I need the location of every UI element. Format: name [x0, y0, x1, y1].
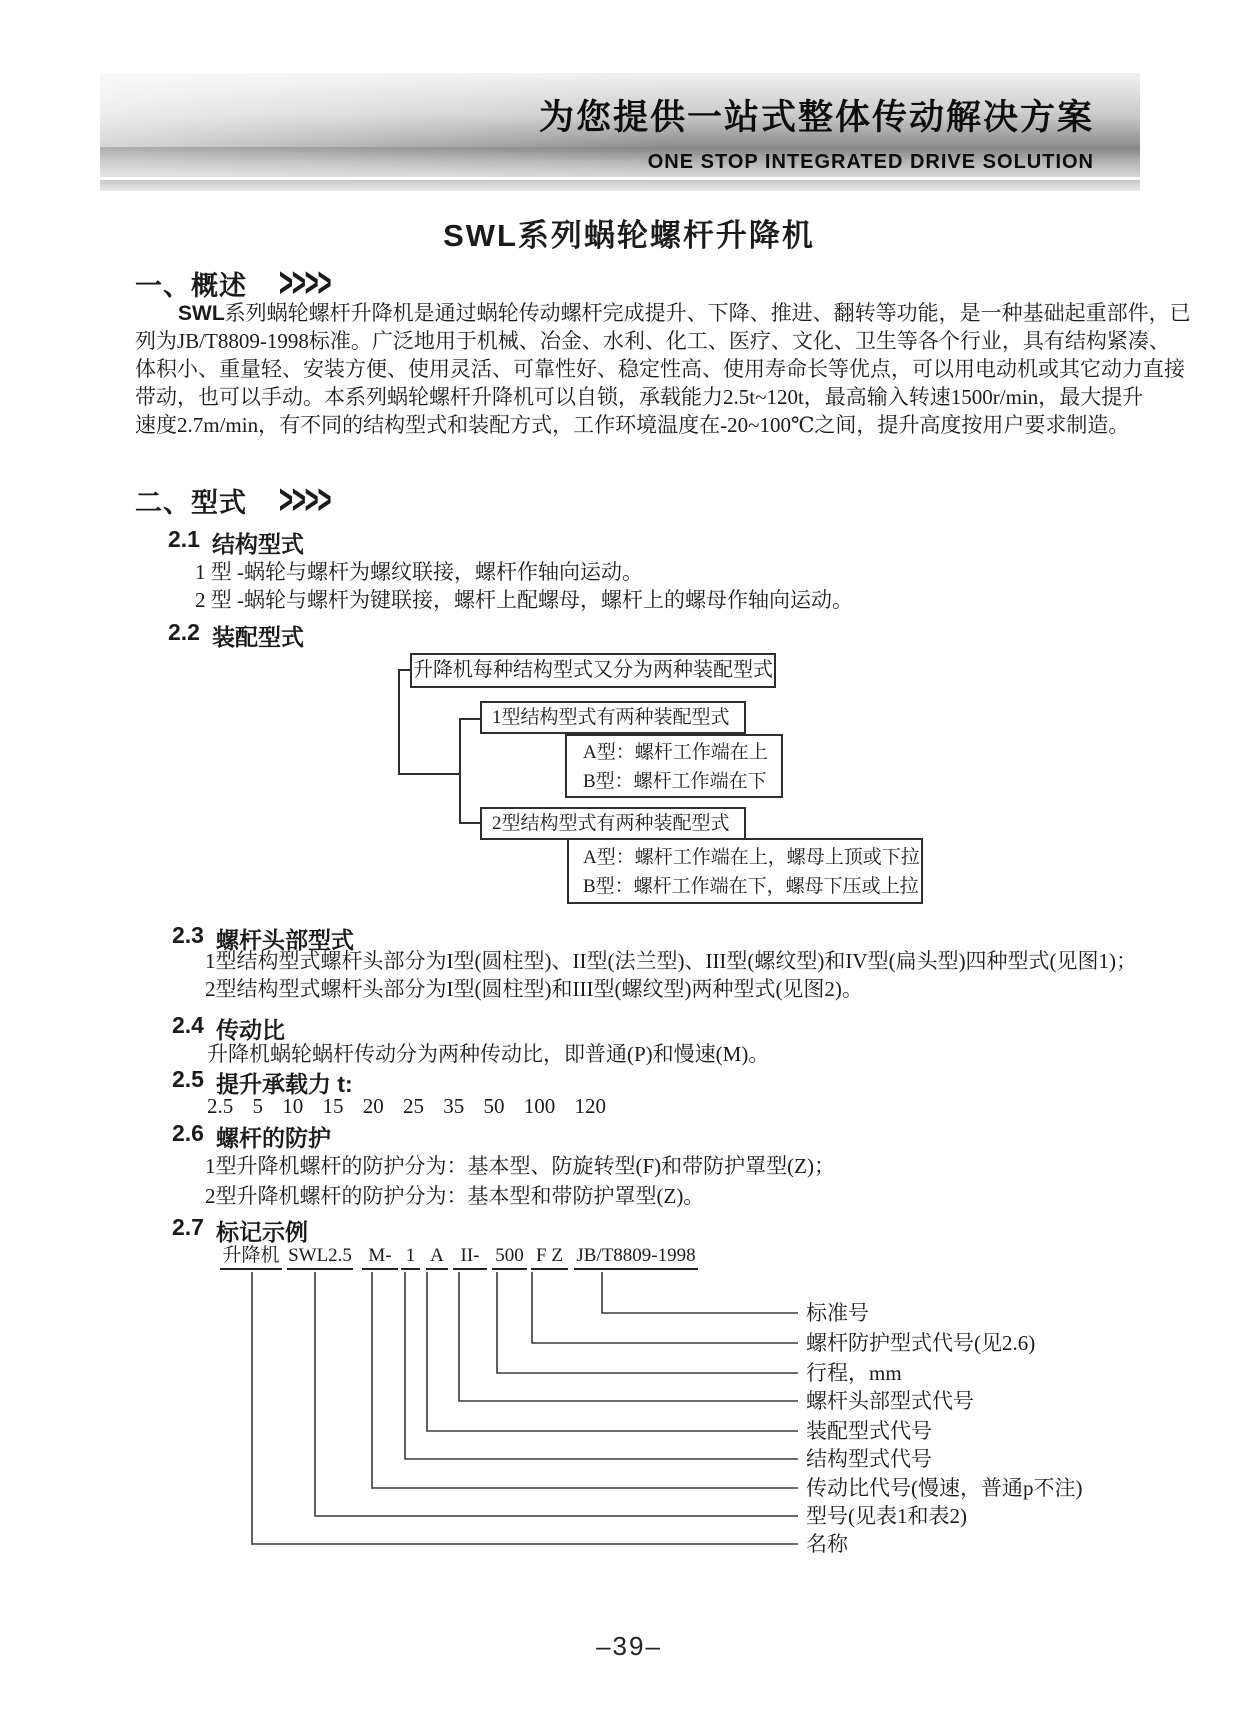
subsection-title: 结构型式	[211, 531, 304, 557]
marking-label-assembly: 装配型式代号	[806, 1419, 932, 1443]
subsection-title: 螺杆头部型式	[215, 927, 354, 953]
diagram-type1-variant-a: A型：螺杆工作端在上	[583, 742, 768, 763]
paragraph-line: 列为JB/T8809-1998标准。广泛地用于机械、冶金、水利、化工、医疗、文化、卫生等各个行业，具有结构紧凑、	[135, 329, 1170, 353]
marking-segment-structure: 1	[401, 1244, 420, 1270]
header-slogan-cn: 为您提供一站式整体传动解决方案	[538, 98, 1094, 137]
screw-head-item: 1型结构型式螺杆头部分为I型(圆柱型)、II型(法兰型)、III型(螺纹型)和IV型(扁头型)四种型式(见图1)；	[205, 949, 1138, 973]
subsection-number: 2.1	[168, 526, 200, 552]
marking-segment-head: II-	[453, 1244, 487, 1270]
capacity-value: 15	[322, 1094, 344, 1118]
header-slogan-en: ONE STOP INTEGRATED DRIVE SOLUTION	[647, 150, 1094, 173]
marking-label-head: 螺杆头部型式代号	[806, 1389, 974, 1413]
diagram-box-type2-variants	[567, 838, 923, 904]
section-overview-title: 概述	[191, 271, 247, 301]
marking-segment-standard: JB/T8809-1998	[574, 1244, 698, 1270]
protection-item: 1型升降机螺杆的防护分为：基本型、防旋转型(F)和带防护罩型(Z)；	[205, 1154, 835, 1178]
diagram-box-type2: 2型结构型式有两种装配型式	[480, 807, 746, 840]
section-types-title: 型式	[191, 488, 247, 518]
subsection-2-7-heading	[172, 1214, 308, 1247]
capacity-value: 100	[523, 1094, 556, 1118]
page-title: SWL系列蜗轮螺杆升降机	[443, 218, 815, 253]
capacity-value: 35	[443, 1094, 465, 1118]
subsection-number: 2.3	[172, 922, 204, 948]
subsection-title: 装配型式	[211, 624, 304, 650]
capacity-value: 25	[403, 1094, 424, 1118]
marking-segment-ratio: M-	[362, 1244, 398, 1270]
marking-segment-protection: F Z	[531, 1244, 568, 1270]
ratio-item: 升降机蜗轮蜗杆传动分为两种传动比，即普通(P)和慢速(M)。	[207, 1042, 770, 1066]
marking-segment-travel: 500	[492, 1244, 527, 1270]
header-banner	[100, 73, 1140, 147]
marking-label-name: 名称	[806, 1532, 848, 1556]
structure-type-item: 2 型 -蜗轮与螺杆为键联接，螺杆上配螺母，螺杆上的螺母作轴向运动。	[195, 588, 853, 612]
diagram-box-type1-variants	[565, 734, 783, 798]
subsection-2-2-heading	[168, 619, 304, 652]
marking-label-structure: 结构型式代号	[806, 1447, 932, 1471]
capacity-value: 10	[282, 1094, 304, 1118]
capacity-value: 2.5	[207, 1094, 234, 1118]
paragraph-line: 速度2.7m/min，有不同的结构型式和装配方式，工作环境温度在-20~100℃之间，提升高度按用户要求制造。	[135, 413, 1130, 437]
screw-head-item: 2型结构型式螺杆头部分为I型(圆柱型)和III型(螺纹型)两种型式(见图2)。	[205, 977, 863, 1001]
subsection-number: 2.2	[168, 619, 200, 645]
marking-label-ratio: 传动比代号(慢速，普通p不注)	[806, 1476, 1083, 1500]
diagram-type2-variant-b: B型：螺杆工作端在下，螺母下压或上拉	[583, 876, 919, 897]
paragraph-line: 带动，也可以手动。本系列蜗轮螺杆升降机可以自锁，承载能力2.5t~120t，最高输入转速1500r/min，最大提升	[135, 385, 1144, 409]
section-overview-number: 一、	[135, 271, 191, 301]
marking-label-travel: 行程，mm	[806, 1361, 902, 1385]
section-types-number: 二、	[135, 488, 191, 518]
paragraph-line	[135, 299, 1191, 327]
diagram-type1-variant-b: B型：螺杆工作端在下	[583, 771, 767, 792]
marking-label-model: 型号(见表1和表2)	[806, 1504, 967, 1528]
diagram-box-root: 升降机每种结构型式又分为两种装配型式	[410, 653, 776, 688]
marking-label-protection: 螺杆防护型式代号(见2.6)	[806, 1331, 1036, 1355]
subsection-title: 传动比	[215, 1017, 285, 1043]
header-banner-en	[100, 147, 1140, 177]
capacity-value: 50	[483, 1094, 505, 1118]
marking-segment-model: SWL2.5	[287, 1244, 353, 1270]
section-types-heading	[135, 478, 364, 523]
paragraph-line-text: 系列蜗轮螺杆升降机是通过蜗轮传动螺杆完成提升、下降、推进、翻转等功能，是一种基础起重部件，已	[224, 301, 1191, 325]
subsection-2-1-heading	[168, 526, 304, 559]
subsection-title: 标记示例	[215, 1219, 308, 1245]
capacity-value: 5	[252, 1094, 263, 1118]
overview-paragraph	[135, 299, 1191, 439]
diagram-type2-variant-a: A型：螺杆工作端在上，螺母上顶或下拉	[583, 847, 920, 868]
subsection-title: 螺杆的防护	[215, 1125, 331, 1151]
structure-type-item: 1 型 -蜗轮与螺杆为螺纹联接，螺杆作轴向运动。	[195, 560, 643, 584]
chevrons-icon: >>>>	[279, 259, 331, 307]
subsection-title: 提升承载力 t:	[215, 1071, 353, 1097]
capacity-value: 20	[362, 1094, 384, 1118]
diagram-box-type1: 1型结构型式有两种装配型式	[480, 701, 746, 734]
capacity-value: 120	[574, 1094, 606, 1118]
marking-segment-name: 升降机	[220, 1244, 282, 1270]
subsection-number: 2.5	[172, 1066, 204, 1092]
protection-item: 2型升降机螺杆的防护分为：基本型和带防护罩型(Z)。	[205, 1184, 705, 1208]
subsection-number: 2.6	[172, 1120, 204, 1146]
subsection-2-6-heading	[172, 1120, 331, 1153]
page-number: –39–	[596, 1631, 662, 1661]
paragraph-line: 体积小、重量轻、安装方便、使用灵活、可靠性好、稳定性高、使用寿命长等优点，可以用电动机或其它动力直接	[135, 357, 1185, 381]
header-banner-strip	[100, 180, 1140, 191]
chevrons-icon: >>>>	[279, 476, 331, 524]
paragraph-lead-bold: SWL	[178, 302, 225, 325]
marking-label-standard: 标准号	[806, 1301, 869, 1325]
capacity-values	[207, 1094, 620, 1119]
marking-segment-assembly: A	[426, 1244, 448, 1270]
subsection-number: 2.7	[172, 1214, 204, 1240]
subsection-number: 2.4	[172, 1012, 204, 1038]
